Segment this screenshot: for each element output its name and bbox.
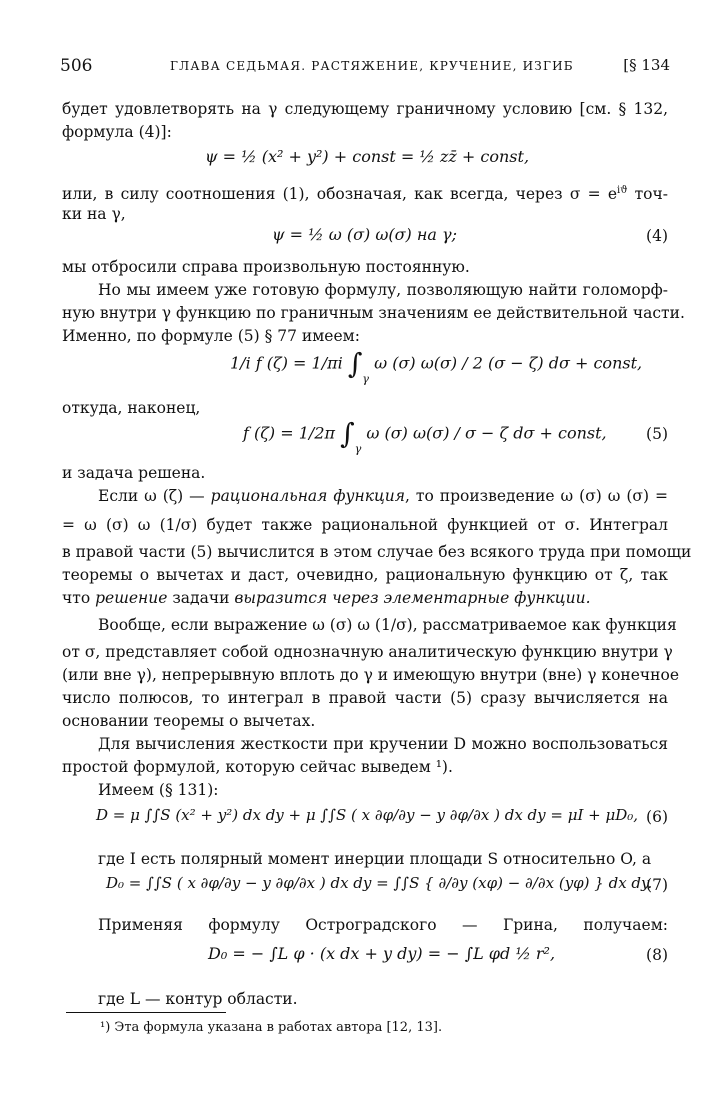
text-line: [62, 614, 677, 636]
equation-4: ψ = ½ ω (σ) ω(σ) на γ;: [272, 225, 457, 244]
text-line: будет удовлетворять на γ следующему граничному условию [см. § 132,: [62, 100, 668, 118]
text-segment: точ-: [627, 185, 668, 204]
running-header: [60, 56, 670, 78]
equation-lhs: 1/i f (ζ) = 1/πi: [230, 353, 343, 373]
equation-number: (4): [646, 227, 668, 245]
text-segment: или, в силу соотношения (1), обозначая, как всегда, через σ = e: [62, 185, 618, 204]
footnote-divider: [66, 1012, 226, 1013]
integral-contour: γ: [362, 372, 369, 386]
text-line: [62, 485, 668, 507]
text-line: число полюсов, то интеграл в правой части (5) сразу вычисляется на: [62, 689, 668, 707]
text-line: Именно, по формуле (5) § 77 имеем:: [62, 327, 360, 345]
equation-rhs: ω (σ) ω(σ) / σ − ζ dσ + const,: [366, 423, 607, 443]
text-line: где L — контур области.: [98, 990, 298, 1008]
text-line: в правой части (5) вычислится в этом случае без всякого труда при помощи: [62, 543, 692, 561]
equation-7: D₀ = ∫∫S ( x ∂φ/∂y − y ∂φ/∂x ) dx dy = ∫∫S { ∂/∂y (xφ) − ∂/∂x (yφ) } dx dy.: [106, 874, 653, 892]
footnote: ¹) Эта формула указана в работах автора [12, 13].: [100, 1020, 443, 1035]
text-line: откуда, наконец,: [62, 399, 201, 417]
equation-6: D = μ ∫∫S (x² + y²) dx dy + μ ∫∫S ( x ∂φ/∂y − y ∂φ/∂x ) dx dy = μI + μD₀,: [96, 806, 639, 824]
text-line: где I есть полярный момент инерции площади S относительно O, а: [98, 850, 652, 868]
text-line: теоремы о вычетах и даст, очевидно, рациональную функцию от ζ, так: [62, 566, 668, 584]
text-line: ную внутри γ функцию по граничным значениям ее действительной части.: [62, 304, 685, 322]
equation-number: (7): [646, 876, 668, 894]
superscript: iϑ: [617, 185, 628, 196]
page-number: 506: [60, 56, 93, 76]
text-segment: что: [62, 589, 96, 607]
text-line: (или вне γ), непрерывную вплоть до γ и имеющую внутри (вне) γ конечное: [62, 666, 680, 684]
emphasis: решение: [95, 589, 168, 607]
emphasis: выразится через элементарные функции.: [234, 589, 591, 607]
text-segment: , то произведение ω (σ) ω (σ) =: [405, 487, 668, 505]
equation-5: [243, 417, 607, 456]
section-marker: [§ 134: [623, 56, 670, 74]
equation-number: (5): [646, 425, 668, 443]
integral-sign: ∫: [347, 347, 363, 380]
text-line: формула (4)]:: [62, 123, 172, 141]
equation-number: (8): [646, 946, 668, 964]
text-line: и задача решена.: [62, 464, 206, 482]
equation-psi-boundary: ψ = ½ (x² + y²) + const = ½ zz̄ + const,: [205, 147, 530, 166]
text-line: Применяя формулу Остроградского — Грина, получаем:: [98, 916, 668, 934]
chapter-title: ГЛАВА СЕДЬМАЯ. РАСТЯЖЕНИЕ, КРУЧЕНИЕ, ИЗГИБ: [170, 59, 574, 73]
text-line: от σ, представляет собой однозначную аналитическую функцию внутри γ: [62, 643, 673, 661]
text-line: Но мы имеем уже готовую формулу, позволяющую найти голоморф-: [98, 281, 668, 299]
text-segment: будет также рациональной функцией от σ. Интеграл: [206, 516, 668, 534]
text-line: простой формулой, которую сейчас выведем ¹).: [62, 758, 453, 776]
text-segment: задачи: [167, 589, 235, 607]
text-segment: = ω (σ) ω (1/σ): [62, 516, 207, 534]
equation-number: (6): [646, 808, 668, 826]
integral-contour: γ: [354, 442, 362, 456]
text-segment: , рассматриваемое как функция: [412, 616, 677, 634]
text-segment: Вообще, если выражение ω (σ) ω (1/σ): [98, 616, 413, 634]
text-segment: Если ω (ζ) —: [98, 487, 211, 505]
text-line: [62, 180, 668, 205]
text-line: основании теоремы о вычетах.: [62, 712, 316, 730]
integral-sign: ∫: [340, 417, 355, 450]
text-line: [62, 587, 668, 609]
equation-lhs: f (ζ) = 1/2π: [243, 423, 336, 443]
text-line: Имеем (§ 131):: [98, 781, 219, 799]
text-line: [62, 514, 668, 536]
text-line: ки на γ,: [62, 205, 126, 223]
text-line: мы отбросили справа произвольную постоянную.: [62, 258, 470, 276]
equation-cauchy-integral: [230, 347, 643, 386]
text-line: Для вычисления жесткости при кручении D можно воспользоваться: [98, 735, 668, 753]
emphasis: рациональная функция: [210, 487, 406, 505]
equation-rhs: ω (σ) ω(σ) / 2 (σ − ζ) dσ + const,: [374, 353, 643, 373]
equation-8: D₀ = − ∫L φ · (x dx + y dy) = − ∫L φd ½ r²,: [208, 944, 556, 963]
